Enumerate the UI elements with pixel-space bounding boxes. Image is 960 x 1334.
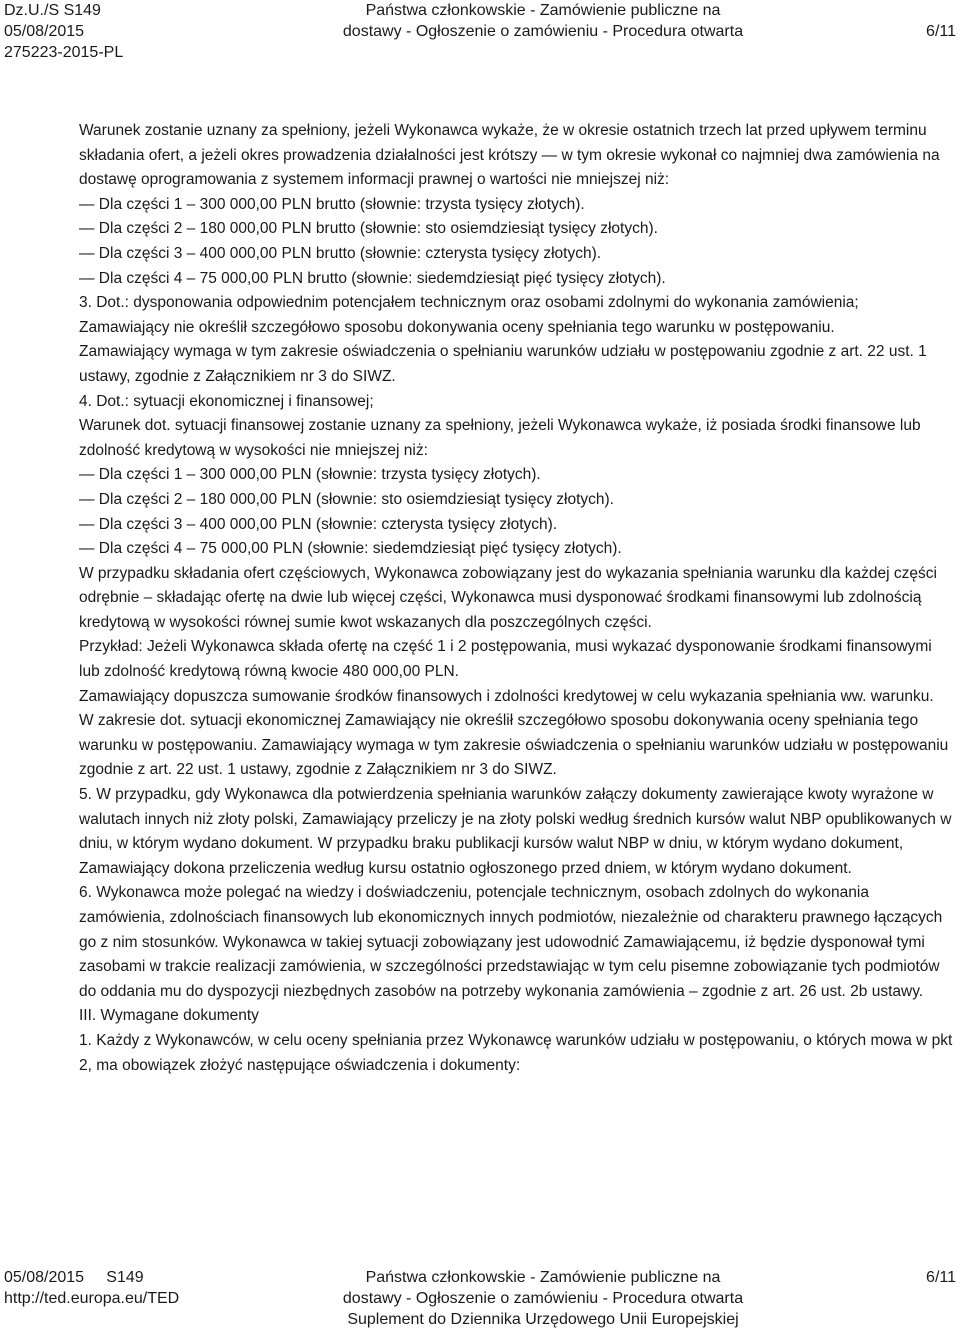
paragraph: Warunek dot. sytuacji finansowej zostanie uznany za spełniony, jeżeli Wykonawca wykaże, iż posiada środki finansowe lub zdolność kredytową w wysokości nie mniejszej niż: <box>79 417 921 459</box>
paragraph: W zakresie dot. sytuacji ekonomicznej Zamawiający nie określił szczegółowo sposobu dokonywania oceny spełniania tego warunku w postępowaniu. Zamawiający wymaga w tym zakresie oświadczenia o spełnianiu warunków udziału w postępowaniu zgodnie z art. 22 ust. 1 ustawy, zgodnie z Załącznikiem nr 3 do SIWZ. <box>79 712 949 779</box>
footer-url: http://ted.europa.eu/TED <box>4 1290 180 1307</box>
paragraph: Zamawiający wymaga w tym zakresie oświadczenia o spełnianiu warunków udziału w postępowaniu zgodnie z art. 22 ust. 1 ustawy, zgodnie z Załącznikiem nr 3 do SIWZ. <box>79 343 927 385</box>
page-header <box>0 0 960 72</box>
header-center <box>300 0 786 42</box>
paragraph: Zamawiający nie określił szczegółowo sposobu dokonywania oceny spełniania tego warunku w postępowaniu. <box>79 318 835 336</box>
paragraph: 5. W przypadku, gdy Wykonawca dla potwierdzenia spełniania warunków załączy dokumenty zawierające kwoty wyrażone w walutach innych niż złoty polski, Zamawiający przeliczy je na złoty polski według średnich kursów walut NBP opublikowanych w dniu, w którym wydano dokument. W przypadku braku publikacji kursów walut NBP w dniu, w którym wydano dokument, Zamawiający dokona przeliczenia według kursu ostatnio ogłoszonego przed dniem, w którym wydano dokument. <box>79 786 952 877</box>
footer-title-line-1: Państwa członkowskie - Zamówienie publiczne na <box>365 1269 721 1286</box>
paragraph: 1. Każdy z Wykonawców, w celu oceny spełniania przez Wykonawcę warunków udziału w postępowaniu, o których mowa w pkt 2, ma obowiązek złożyć następujące oświadczenia i dokumenty: <box>79 1031 953 1074</box>
publication-date: 05/08/2015 <box>4 23 85 40</box>
document-body <box>79 119 955 1078</box>
header-page-number: 6/11 <box>926 23 956 40</box>
footer-page-number: 6/11 <box>926 1269 956 1286</box>
footer-title-line-2: dostawy - Ogłoszenie o zamówieniu - Procedura otwarta <box>342 1290 744 1307</box>
footer-left <box>4 1267 179 1309</box>
paragraph: — Dla części 2 – 180 000,00 PLN (słownie: sto osiemdziesiąt tysięcy złotych). <box>79 490 614 508</box>
footer-center <box>300 1267 786 1330</box>
page-footer <box>0 1267 960 1334</box>
paragraph: — Dla części 1 – 300 000,00 PLN (słownie: trzysta tysięcy złotych). <box>79 466 541 484</box>
paragraph: 6. Wykonawca może polegać na wiedzy i doświadczeniu, potencjale technicznym, osobach zdolnych do wykonania zamówienia, zdolnościach finansowych lub ekonomicznych innych podmiotów, niezależnie od charakteru prawnego łączących go z nim stosunków. Wykonawca w takiej sytuacji zobowiązany jest udowodnić Zamawiającemu, iż będzie dysponował tymi zasobami w trakcie realizacji zamówienia, w szczególności przedstawiając w tym celu pisemne zobowiązanie tych podmiotów do oddania mu do dyspozycji niezbędnych zasobów na potrzeby wykonania zamówienia – zgodnie z art. 26 ust. 2b ustawy. <box>79 884 943 1000</box>
header-left <box>4 0 123 63</box>
paragraph: — Dla części 4 – 75 000,00 PLN (słownie: siedemdziesiąt pięć tysięcy złotych). <box>79 540 622 558</box>
paragraph: 3. Dot.: dysponowania odpowiednim potencjałem technicznym oraz osobami zdolnymi do wykonania zamówienia; <box>79 294 859 312</box>
paragraph: W przypadku składania ofert częściowych, Wykonawca zobowiązany jest do wykazania spełniania warunku dla każdej części odrębnie – składając ofertę na dwie lub więcej części, Wykonawca musi dysponować środkami finansowymi lub zdolnością kredytową w wysokości równej sumie kwot wskazanych dla poszczególnych części. <box>79 564 937 631</box>
paragraph: — Dla części 1 – 300 000,00 PLN brutto (słownie: trzysta tysięcy złotych). <box>79 195 585 213</box>
paragraph: Przykład: Jeżeli Wykonawca składa ofertę na część 1 i 2 postępowania, musi wykazać dysponowanie środkami finansowymi lub zdolność kredytową równą kwocie 480 000,00 PLN. <box>79 638 932 681</box>
journal-ref: Dz.U./S S149 <box>4 2 101 19</box>
paragraph: 4. Dot.: sytuacji ekonomicznej i finansowej; <box>79 392 374 410</box>
paragraph: Warunek zostanie uznany za spełniony, jeżeli Wykonawca wykaże, że w okresie ostatnich trzech lat przed upływem terminu składania ofert, a jeżeli okres prowadzenia działalności jest krótszy — w tym okresie wykonał co najmniej dwa zamówienia na dostawę oprogramowania z systemem informacji prawnej o wartości nie mniejszej niż: <box>79 122 940 189</box>
paragraph: III. Wymagane dokumenty <box>79 1007 259 1025</box>
header-title-line-2: dostawy - Ogłoszenie o zamówieniu - Procedura otwarta <box>342 23 744 40</box>
paragraph: — Dla części 2 – 180 000,00 PLN brutto (słownie: sto osiemdziesiąt tysięcy złotych). <box>79 220 658 238</box>
paragraph: — Dla części 3 – 400 000,00 PLN (słownie: czterysta tysięcy złotych). <box>79 515 558 533</box>
footer-date-issue: 05/08/2015 S149 <box>4 1269 144 1286</box>
paragraph: — Dla części 4 – 75 000,00 PLN brutto (słownie: siedemdziesiąt pięć tysięcy złotych). <box>79 269 666 287</box>
paragraph: Zamawiający dopuszcza sumowanie środków finansowych i zdolności kredytowej w celu wykazania spełniania ww. warunku. <box>79 687 934 705</box>
footer-supplement: Suplement do Dziennika Urzędowego Unii Europejskiej <box>347 1311 739 1328</box>
paragraph: — Dla części 3 – 400 000,00 PLN brutto (słownie: czterysta tysięcy złotych). <box>79 244 602 262</box>
header-title-line-1: Państwa członkowskie - Zamówienie publiczne na <box>365 2 721 19</box>
notice-number: 275223-2015-PL <box>4 44 124 61</box>
